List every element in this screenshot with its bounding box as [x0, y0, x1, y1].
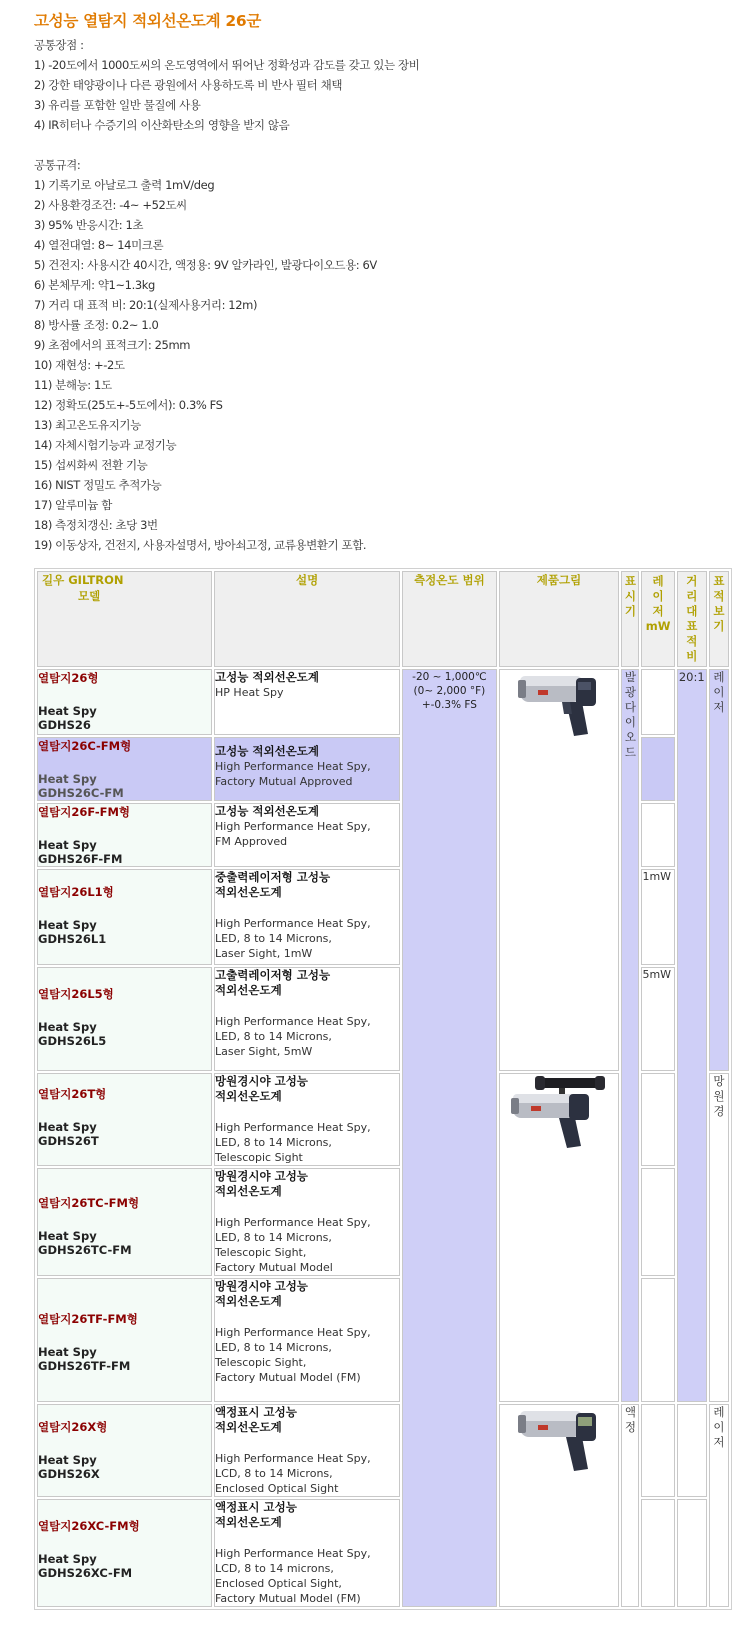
model-name: 열탐지26TC-FM형 [38, 1196, 140, 1210]
sight-laser-bottom-text: 레 이 저 [713, 1405, 725, 1449]
spec-line: 11) 분해능: 1도 [34, 378, 112, 392]
spec-line: 5) 건전지: 사용시간 40시간, 액정용: 9V 알카라인, 발광다이오드용: 6V [34, 258, 377, 272]
spec-line: 13) 최고온도유지기능 [34, 418, 141, 432]
model-name: 열탐지26C-FM형 [38, 739, 132, 753]
spec-line: 7) 거리 대 표적 비: 20:1(실제사용거리: 12m) [34, 298, 258, 312]
range-text: -20 ~ 1,000℃ (0~ 2,000 °F) +-0.3% FS [412, 671, 487, 711]
description-cell [214, 737, 400, 801]
header-display: 표 시 기 [621, 571, 639, 667]
header-description: 설명 [214, 571, 400, 667]
spec-line: 15) 섭씨화씨 전환 기능 [34, 458, 148, 472]
model-cell [37, 1404, 212, 1497]
sight-telescope-text: 망 원 경 [713, 1074, 725, 1118]
laser-empty-cell [641, 669, 674, 735]
description-cell [214, 1278, 400, 1402]
spec-line: 18) 측정치갱신: 초당 3번 [34, 518, 158, 532]
model-name: 열탐지26T형 [38, 1087, 107, 1101]
description-korean: 고성능 적외선온도계 [215, 744, 320, 758]
model-name: 열탐지26F-FM형 [38, 805, 131, 819]
description-korean: 액정표시 고성능 적외선온도계 [215, 1500, 297, 1529]
model-name: 열탐지26X형 [38, 1420, 108, 1434]
picture-cell-3 [499, 1404, 620, 1607]
model-name: 열탐지26형 [38, 671, 99, 685]
description-cell [214, 869, 400, 965]
laser-empty-cell [641, 1073, 674, 1166]
spec-line: 17) 알루미늄 함 [34, 498, 112, 512]
description-english: High Performance Heat Spy, LED, 8 to 14 Microns, Laser Sight, 1mW [215, 917, 371, 960]
laser-empty-cell [641, 1278, 674, 1402]
description-english: High Performance Heat Spy, LED, 8 to 14 Microns, Telescopic Sight [215, 1121, 371, 1164]
display-lcd-text: 액 정 [624, 1405, 636, 1434]
table-header-row [37, 571, 729, 667]
description-korean: 중출력레이저형 고성능 적외선온도계 [215, 870, 331, 899]
description-korean: 고성능 적외선온도계 [215, 804, 320, 818]
picture-cell-1 [499, 669, 620, 1071]
description-cell [214, 1499, 400, 1607]
model-code: Heat Spy GDHS26C-FM [38, 772, 124, 800]
description-cell [214, 1404, 400, 1497]
model-code: Heat Spy GDHS26XC-FM [38, 1552, 133, 1580]
features-heading: 공통장점 : [34, 38, 84, 52]
heat-spy-lcd-image [516, 1405, 602, 1475]
feature-line: 4) IR히터나 수증기의 이산화탄소의 영향을 받지 않음 [34, 118, 290, 132]
spec-line: 3) 95% 반응시간: 1초 [34, 218, 144, 232]
description-korean: 고출력레이저형 고성능 적외선온도계 [215, 968, 331, 997]
model-code: Heat Spy GDHS26L5 [38, 1020, 107, 1048]
model-cell [37, 1278, 212, 1402]
spec-line: 8) 방사률 조정: 0.2~ 1.0 [34, 318, 159, 332]
header-sight: 표 적 보 기 [709, 571, 729, 667]
description-english: High Performance Heat Spy, LED, 8 to 14 Microns, Telescopic Sight, Factory Mutual Model [215, 1216, 371, 1274]
model-code: Heat Spy GDHS26TC-FM [38, 1229, 132, 1257]
table-row [37, 1404, 729, 1497]
ratio-cell [677, 669, 707, 1402]
model-cell [37, 967, 212, 1071]
description-english: HP Heat Spy [215, 686, 284, 699]
table-row [37, 669, 729, 735]
model-cell [37, 1168, 212, 1276]
description-korean: 망원경시야 고성능 적외선온도계 [215, 1074, 308, 1103]
model-name: 열탐지26L1형 [38, 885, 114, 899]
laser-empty-cell [641, 737, 674, 801]
header-model [37, 571, 212, 667]
description-korean: 고성능 적외선온도계 [215, 670, 320, 684]
range-cell [402, 669, 497, 1607]
model-cell [37, 1073, 212, 1166]
display-lcd-cell [621, 1404, 639, 1607]
header-laser: 레 이 저 mW [641, 571, 674, 667]
model-name: 열탐지26TF-FM형 [38, 1312, 138, 1326]
spec-text-block [34, 35, 734, 555]
sight-laser-top-cell [709, 669, 729, 1071]
model-name: 열탐지26XC-FM형 [38, 1519, 140, 1533]
ratio-empty-cell [677, 1499, 707, 1607]
ratio-empty-cell [677, 1404, 707, 1497]
blank-line [34, 135, 734, 155]
ratio-text: 20:1 [678, 670, 705, 684]
description-cell [214, 1168, 400, 1276]
description-cell [214, 803, 400, 867]
laser-empty-cell [641, 1404, 674, 1497]
picture-cell-2 [499, 1073, 620, 1402]
laser-empty-cell [641, 1168, 674, 1276]
spec-line: 9) 초점에서의 표적크기: 25mm [34, 338, 191, 352]
sight-telescope-cell [709, 1073, 729, 1402]
description-cell [214, 669, 400, 735]
feature-line: 1) -20도에서 1000도씨의 온도영역에서 뛰어난 정확성과 감도를 갖고 있는 장비 [34, 58, 420, 72]
model-cell [37, 669, 212, 735]
description-korean: 액정표시 고성능 적외선온도계 [215, 1405, 297, 1434]
model-cell [37, 803, 212, 867]
spec-line: 4) 열전대열: 8~ 14미크론 [34, 238, 164, 252]
sight-laser-top-text: 레 이 저 [713, 670, 725, 714]
laser-empty-cell [641, 1499, 674, 1607]
page-title: 고성능 열탐지 적외선온도계 26군 [34, 12, 262, 30]
feature-line: 3) 유리를 포함한 일반 물질에 사용 [34, 98, 201, 112]
description-english: High Performance Heat Spy, LED, 8 to 14 Microns, Telescopic Sight, Factory Mutual Model (FM) [215, 1326, 371, 1384]
spec-line: 19) 이동상자, 건전지, 사용자설명서, 방아쇠고정, 교류용변환기 포함. [34, 538, 367, 552]
header-model-line1: 길우 GILTRON [42, 573, 124, 587]
sight-laser-bottom-cell [709, 1404, 729, 1607]
header-picture: 제품그림 [499, 571, 620, 667]
model-code: Heat Spy GDHS26X [38, 1453, 100, 1481]
model-cell [37, 869, 212, 965]
description-english: High Performance Heat Spy, FM Approved [215, 820, 371, 848]
laser-1mw-text: 1mW [642, 870, 672, 883]
description-english: High Performance Heat Spy, Factory Mutual Approved [215, 760, 371, 788]
model-code: Heat Spy GDHS26F-FM [38, 838, 123, 866]
spec-line: 14) 자체시험기능과 교정기능 [34, 438, 177, 452]
description-korean: 망원경시야 고성능 적외선온도계 [215, 1279, 308, 1308]
product-table [34, 568, 732, 1610]
header-range: 측정온도 범위 [402, 571, 497, 667]
spec-line: 1) 기록기로 아날로그 출력 1mV/deg [34, 178, 215, 192]
heat-spy-telescope-image [509, 1074, 609, 1150]
model-cell [37, 737, 212, 801]
display-led-text: 발 광 다 이 오 드 [624, 670, 636, 759]
display-led-cell [621, 669, 639, 1402]
laser-5mw-text: 5mW [642, 968, 672, 981]
model-cell [37, 1499, 212, 1607]
laser-1mw-cell [641, 869, 674, 965]
spec-line: 12) 정확도(25도+-5도에서): 0.3% FS [34, 398, 223, 412]
feature-line: 2) 강한 태양광이나 다른 광원에서 사용하도록 비 반사 필터 채택 [34, 78, 343, 92]
spec-line: 10) 재현성: +-2도 [34, 358, 125, 372]
description-english: High Performance Heat Spy, LCD, 8 to 14 microns, Enclosed Optical Sight, Factory Mutual Model (FM) [215, 1547, 371, 1605]
model-code: Heat Spy GDHS26TF-FM [38, 1345, 131, 1373]
description-english: High Performance Heat Spy, LCD, 8 to 14 Microns, Enclosed Optical Sight [215, 1452, 371, 1495]
header-model-line2: 모델 [78, 589, 101, 603]
spec-line: 16) NIST 정밀도 추적가능 [34, 478, 162, 492]
laser-5mw-cell [641, 967, 674, 1071]
description-korean: 망원경시야 고성능 적외선온도계 [215, 1169, 308, 1198]
laser-empty-cell [641, 803, 674, 867]
heat-spy-gun-image [516, 670, 602, 740]
specs-heading: 공통규격: [34, 158, 81, 172]
description-cell [214, 1073, 400, 1166]
header-ratio: 거 리 대 표 적 비 [677, 571, 707, 667]
description-cell [214, 967, 400, 1071]
model-code: Heat Spy GDHS26T [38, 1120, 99, 1148]
spec-line: 2) 사용환경조건: -4~ +52도씨 [34, 198, 187, 212]
model-code: Heat Spy GDHS26 [38, 704, 97, 732]
spec-line: 6) 본체무게: 약1~1.3kg [34, 278, 155, 292]
model-code: Heat Spy GDHS26L1 [38, 918, 107, 946]
description-english: High Performance Heat Spy, LED, 8 to 14 Microns, Laser Sight, 5mW [215, 1015, 371, 1058]
model-name: 열탐지26L5형 [38, 987, 114, 1001]
